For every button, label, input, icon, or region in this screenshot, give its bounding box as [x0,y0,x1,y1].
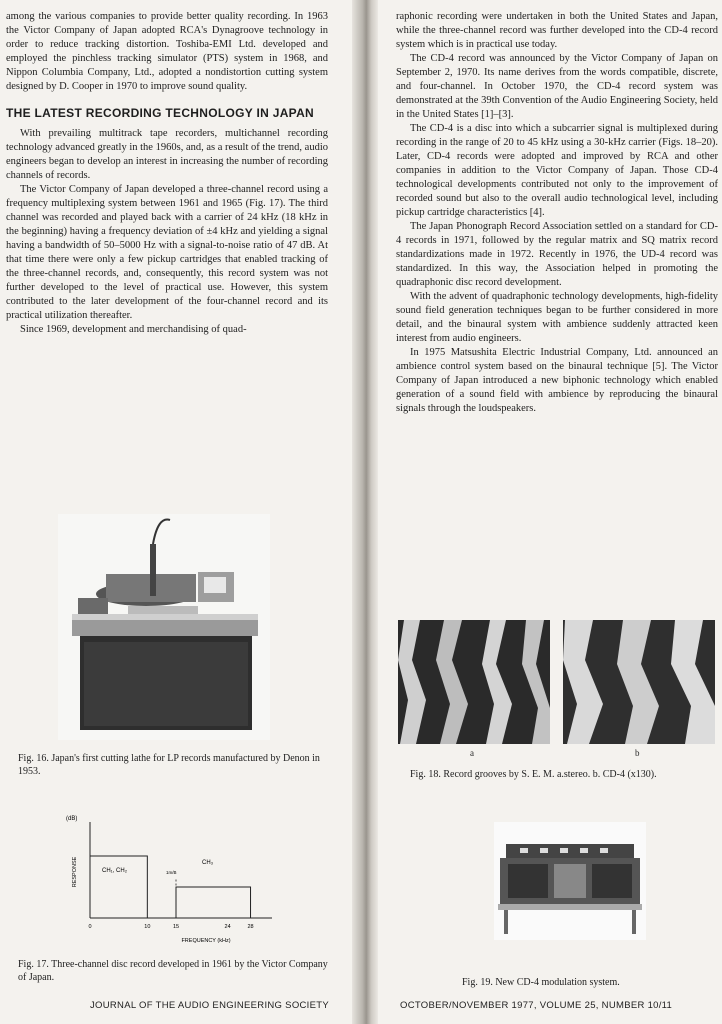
annotation-ch3: CH₃ [202,860,214,866]
annotation-ch1-ch2: CH₁, CH₂ [102,868,128,874]
fig17-caption: Fig. 17. Three-channel disc record developed in 1961 by the Victor Company of Japan. [18,959,328,983]
page-gutter [352,0,378,1024]
x-tick-label: 28 [247,924,254,930]
fig17-caption-box [18,958,334,984]
left-paragraph-1: With prevailing multitrack tape recorders, multichannel recording technology advanced greatly in the 1960s, and, as a result of the trend, audio engineers began to develop an interest in increasing the number of recording channels of records. [6,128,328,181]
annotation-1mb: 1m/B [166,870,177,875]
fig17-chart [62,812,276,948]
fig17-tick-group [88,924,253,930]
cd4-modulation-system-image [494,822,646,940]
fig18-label-a: a [470,748,474,758]
series-line-0 [90,856,147,918]
right-paragraph-1: The CD-4 record was announced by the Victor Company of Japan on September 2, 1970. Its name derives from the words compatible, discrete, and four-channel. In October 1970, the CD-4 record system was demonstrated at the 39th Convention of the Audio Engineering Society, held in the United States [1]–[3]. [396,53,718,120]
fig18-label-b: b [635,748,640,758]
fig18-photo-a [398,620,550,744]
footer-issue-info: OCTOBER/NOVEMBER 1977, VOLUME 25, NUMBER 10/11 [400,1000,673,1011]
record-grooves-stereo-image [398,620,550,744]
fig18-photo-b [563,620,715,744]
right-intro-paragraph: raphonic recording were undertaken in both the United States and Japan, while the three-channel record was further developed into the CD-4 record system which is in practical use today. [396,11,718,50]
record-grooves-cd4-image [563,620,715,744]
x-tick-label: 15 [172,924,180,930]
right-paragraph-5: In 1975 Matsushita Electric Industrial Company, Ltd. announced an ambience control system based on the binaural technique [5]. The Victor Company of Japan introduced a new biphonic technology which enabled generation of a sound field with ambience by reproducing the binaural signals through the loudspeakers. [396,347,718,414]
fig19-caption: Fig. 19. New CD-4 modulation system. [462,977,620,988]
x-tick-label: 10 [144,924,151,930]
fig17-chart-svg [62,812,276,948]
fig18-caption: Fig. 18. Record grooves by S. E. M. a.stereo. b. CD-4 (x130). [410,769,657,780]
right-paragraph-2: The CD-4 is a disc into which a subcarrier signal is multiplexed during recording in the range of 20 to 45 kHz using a 30-kHz carrier (Figs. 18–20). Later, CD-4 records were adopted and improved by RCA and other companies in addition to the Victor Company of Japan. Those CD-4 technological developments contributed not only to the improvement of recorded sound but also to the overall audio technological level, including pickup cartridge characteristics [4]. [396,123,718,218]
x-tick-label: 24 [224,924,231,930]
left-column [6,10,328,337]
fig16-caption-box [18,752,338,778]
right-paragraph-3: The Japan Phonograph Record Association settled on a standard for CD-4 records in 1971, followed by the regular matrix and SQ matrix record standardizations made in 1972. Recently in 1976, the UD-4 record was standardized. In this way, the Association helped in promoting the quadraphonic disc record development. [396,221,718,288]
cutting-lathe-image [58,514,270,740]
fig19-photo [494,822,646,940]
section-heading: THE LATEST RECORDING TECHNOLOGY IN JAPAN [6,106,315,120]
x-axis-label: FREQUENCY (kHz) [181,938,231,944]
fig18-caption-box [410,768,720,781]
x-tick-label: 0 [88,924,92,930]
fig19-caption-box [462,976,722,989]
series-line-1 [176,887,251,918]
right-paragraph-4: With the advent of quadraphonic technology developments, high-fidelity sound field generation techniques began to be further considered in more detail, and the binaural system with ambience suddenly attracted keen interest from audio engineers. [396,291,718,344]
left-intro-paragraph: among the various companies to provide better quality recording. In 1963 the Victor Company of Japan adopted RCA's Dynagroove technology in order to reduce tracking distortion. Toshiba-EMI Ltd. developed and employed the pinchless tracking simulator (PTS) system in 1968, and Nippon Columbia Company, Ltd., adopted a nondistortion cutting system designed by D. Cooper in 1970 to improve sound quality. [6,11,328,92]
right-column [396,10,718,416]
fig16-photo [58,514,270,740]
footer-journal-name: JOURNAL OF THE AUDIO ENGINEERING SOCIETY [90,1000,329,1011]
left-paragraph-3: Since 1969, development and merchandising of quad- [20,324,247,335]
y-unit-label: (dB) [66,816,78,822]
fig16-caption: Fig. 16. Japan's first cutting lathe for LP records manufactured by Denon in 1953. [18,753,320,777]
fig17-series-group [90,856,251,918]
left-paragraph-2: The Victor Company of Japan developed a three-channel record using a frequency multiplexing system between 1961 and 1965 (Fig. 17). The third channel was recorded and played back with a carrier of 24 kHz (18 kHz in the beginning) having a frequency deviation of ±4 kHz and yielding a signal having a bandwidth of 50–5000 Hz with a signal-to-noise ratio of 47 dB. At that time there were only a few pickup cartridges that enabled tracking of the three-channel records, and, consequently, this record system was not further developed to the level of practical use. However, this system contributed to the later development of the four-channel record and its practical utilization thereafter. [6,184,328,321]
y-axis-label: RESPONSE [72,856,78,888]
